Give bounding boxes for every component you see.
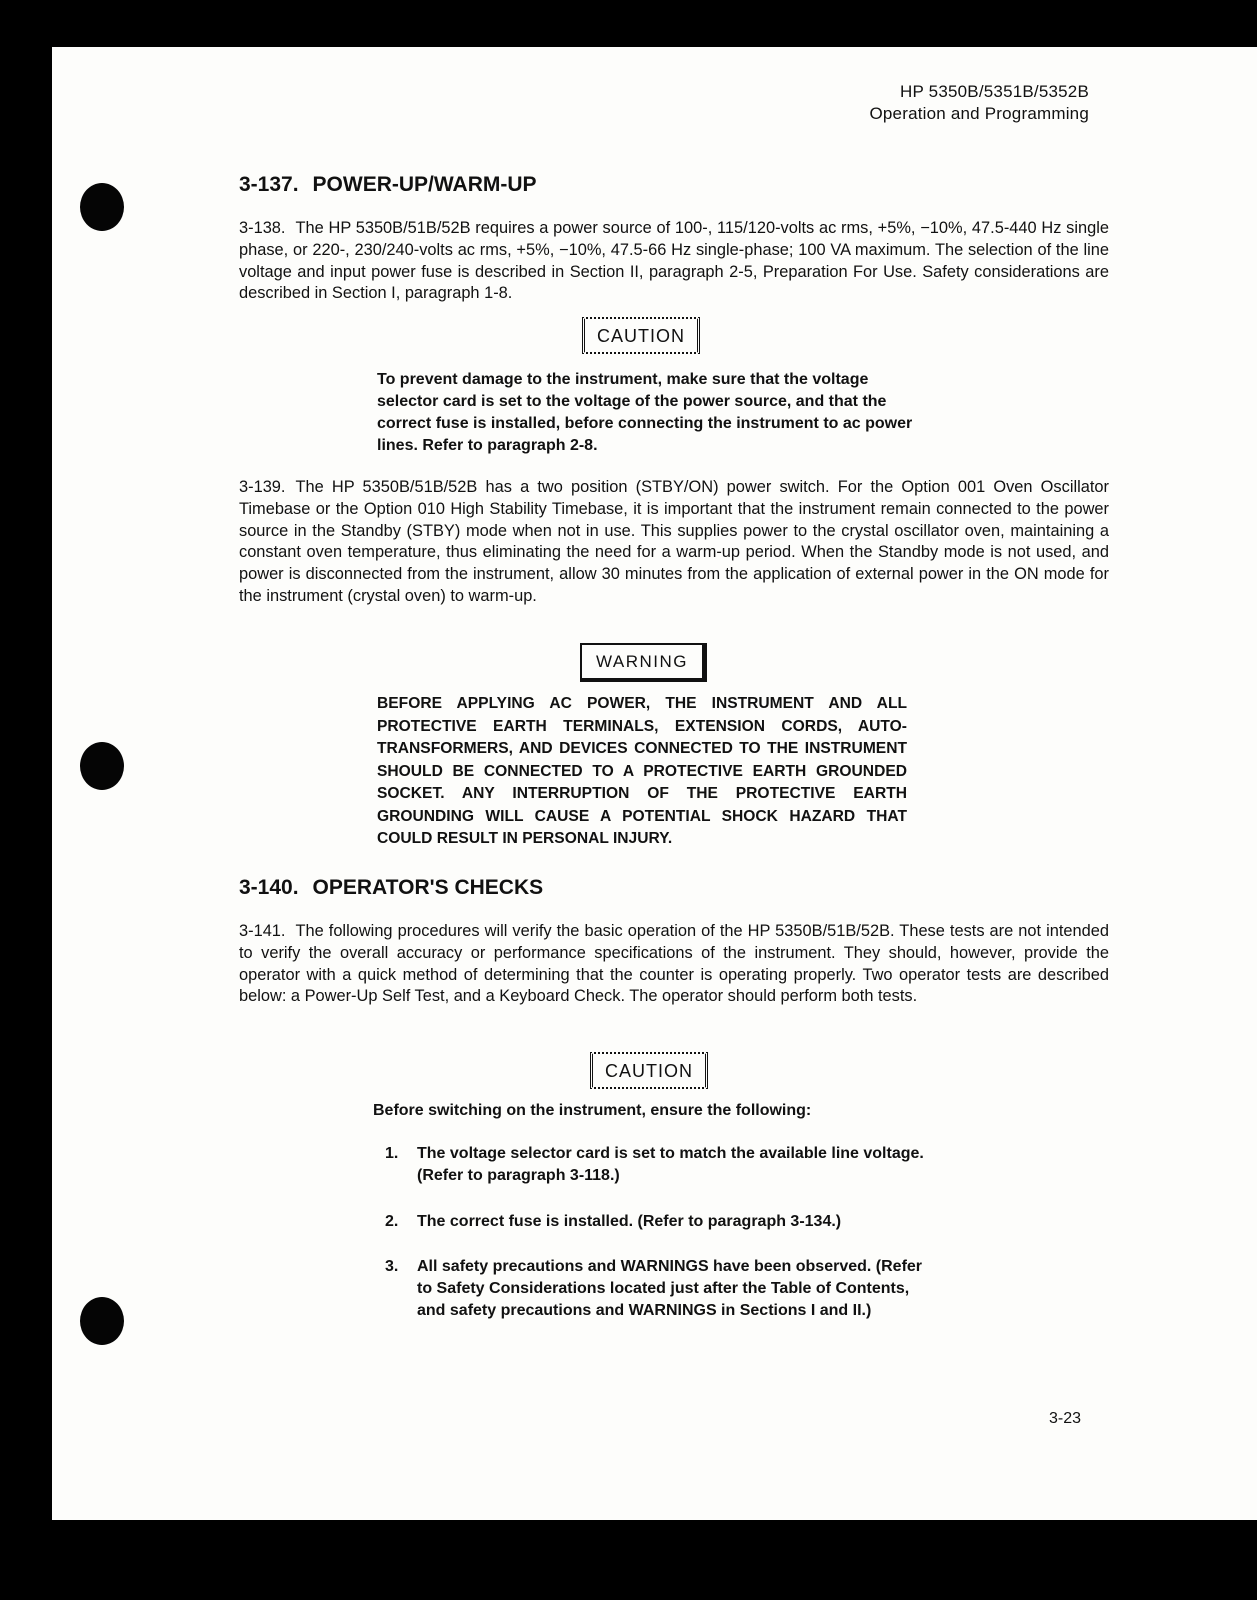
caution-label: CAUTION [582, 317, 700, 354]
header-model: HP 5350B/5351B/5352B [900, 82, 1089, 101]
list-item [385, 1256, 925, 1322]
list-item-number: 1. [385, 1145, 399, 1162]
paragraph-3-141 [239, 921, 1109, 1008]
caution-intro: Before switching on the instrument, ensure the following: [373, 1102, 812, 1119]
caution-text: To prevent damage to the instrument, make sure that the voltage selector card is set to the voltage of the power source, and that the correct fuse is installed, before connecting the instrument to ac power lines. Refer to paragraph 2-8. [377, 371, 913, 454]
section-number: 3-140. [239, 876, 299, 899]
section-heading-operators-checks [239, 876, 543, 900]
page-number: 3-23 [1048, 1410, 1081, 1427]
paragraph-number: 3-141. [239, 922, 286, 940]
section-title: OPERATOR'S CHECKS [312, 876, 544, 899]
punch-hole [80, 183, 124, 231]
list-item-number: 3. [385, 1258, 399, 1275]
list-item-number: 2. [385, 1213, 399, 1230]
paragraph-number: 3-138. [239, 219, 286, 237]
paragraph-text: The following procedures will verify the basic operation of the HP 5350B/51B/52B. These tests are not intended to verify the overall accuracy or performance specifications of the instrument. They should, however, provide the operator with a quick method of determining that the counter is operating properly. Two operator tests are described below: a Power-Up Self Test, and a Keyboard Check. The operator should perform both tests. [239, 922, 1109, 1006]
paragraph-text: The HP 5350B/51B/52B has a two position (STBY/ON) power switch. For the Option 001 Oven Oscillator Timebase or the Option 010 High Stability Timebase, it is important that the instrument remain connected to the power source in the Standby (STBY) mode when not in use. This supplies power to the crystal oscillator oven, maintaining a constant oven temperature, thus eliminating the need for a warm-up period. When the Standby mode is not used, and power is disconnected from the instrument, allow 30 minutes from the application of external power in the ON mode for the instrument (crystal oven) to warm-up. [239, 478, 1109, 605]
section-title: POWER-UP/WARM-UP [312, 173, 537, 196]
punch-hole [80, 1297, 124, 1345]
punch-hole [80, 742, 124, 790]
list-item-text: All safety precautions and WARNINGS have been observed. (Refer to Safety Considerations located just after the Table of Contents, and safety precautions and WARNINGS in Sections I and II.) [417, 1258, 923, 1319]
list-item [385, 1211, 925, 1233]
caution-label: CAUTION [590, 1052, 708, 1089]
list-item-text: The voltage selector card is set to match the available line voltage. (Refer to paragraph 3-118.) [417, 1145, 924, 1184]
paragraph-3-139 [239, 477, 1109, 608]
header-section: Operation and Programming [869, 104, 1089, 123]
document-page [52, 47, 1257, 1520]
section-heading-power-up [239, 173, 537, 197]
list-item [385, 1143, 925, 1187]
running-header [869, 81, 1089, 125]
paragraph-3-138 [239, 218, 1109, 305]
paragraph-number: 3-139. [239, 478, 286, 496]
paragraph-text: The HP 5350B/51B/52B requires a power source of 100-, 115/120-volts ac rms, +5%, −10%, 47.5-440 Hz single phase, or 220-, 230/240-volts ac rms, +5%, −10%, 47.5-66 Hz single-phase; 100 VA maximum. The selection of the line voltage and input power fuse is described in Section II, paragraph 2-5, Preparation For Use. Safety considerations are described in Section I, paragraph 1-8. [239, 219, 1109, 303]
warning-text: BEFORE APPLYING AC POWER, THE INSTRUMENT AND ALL PROTECTIVE EARTH TERMINALS, EXTENSION CORDS, AUTO-TRANSFORMERS, AND DEVICES CONNECTED TO THE INSTRUMENT SHOULD BE CONNECTED TO A PROTECTIVE EARTH GROUNDED SOCKET. ANY INTERRUPTION OF THE PROTECTIVE EARTH GROUNDING WILL CAUSE A POTENTIAL SHOCK HAZARD THAT COULD RESULT IN PERSONAL INJURY. [377, 695, 907, 847]
list-item-text: The correct fuse is installed. (Refer to paragraph 3-134.) [417, 1213, 842, 1230]
section-number: 3-137. [239, 173, 299, 196]
warning-label: WARNING [580, 643, 707, 682]
